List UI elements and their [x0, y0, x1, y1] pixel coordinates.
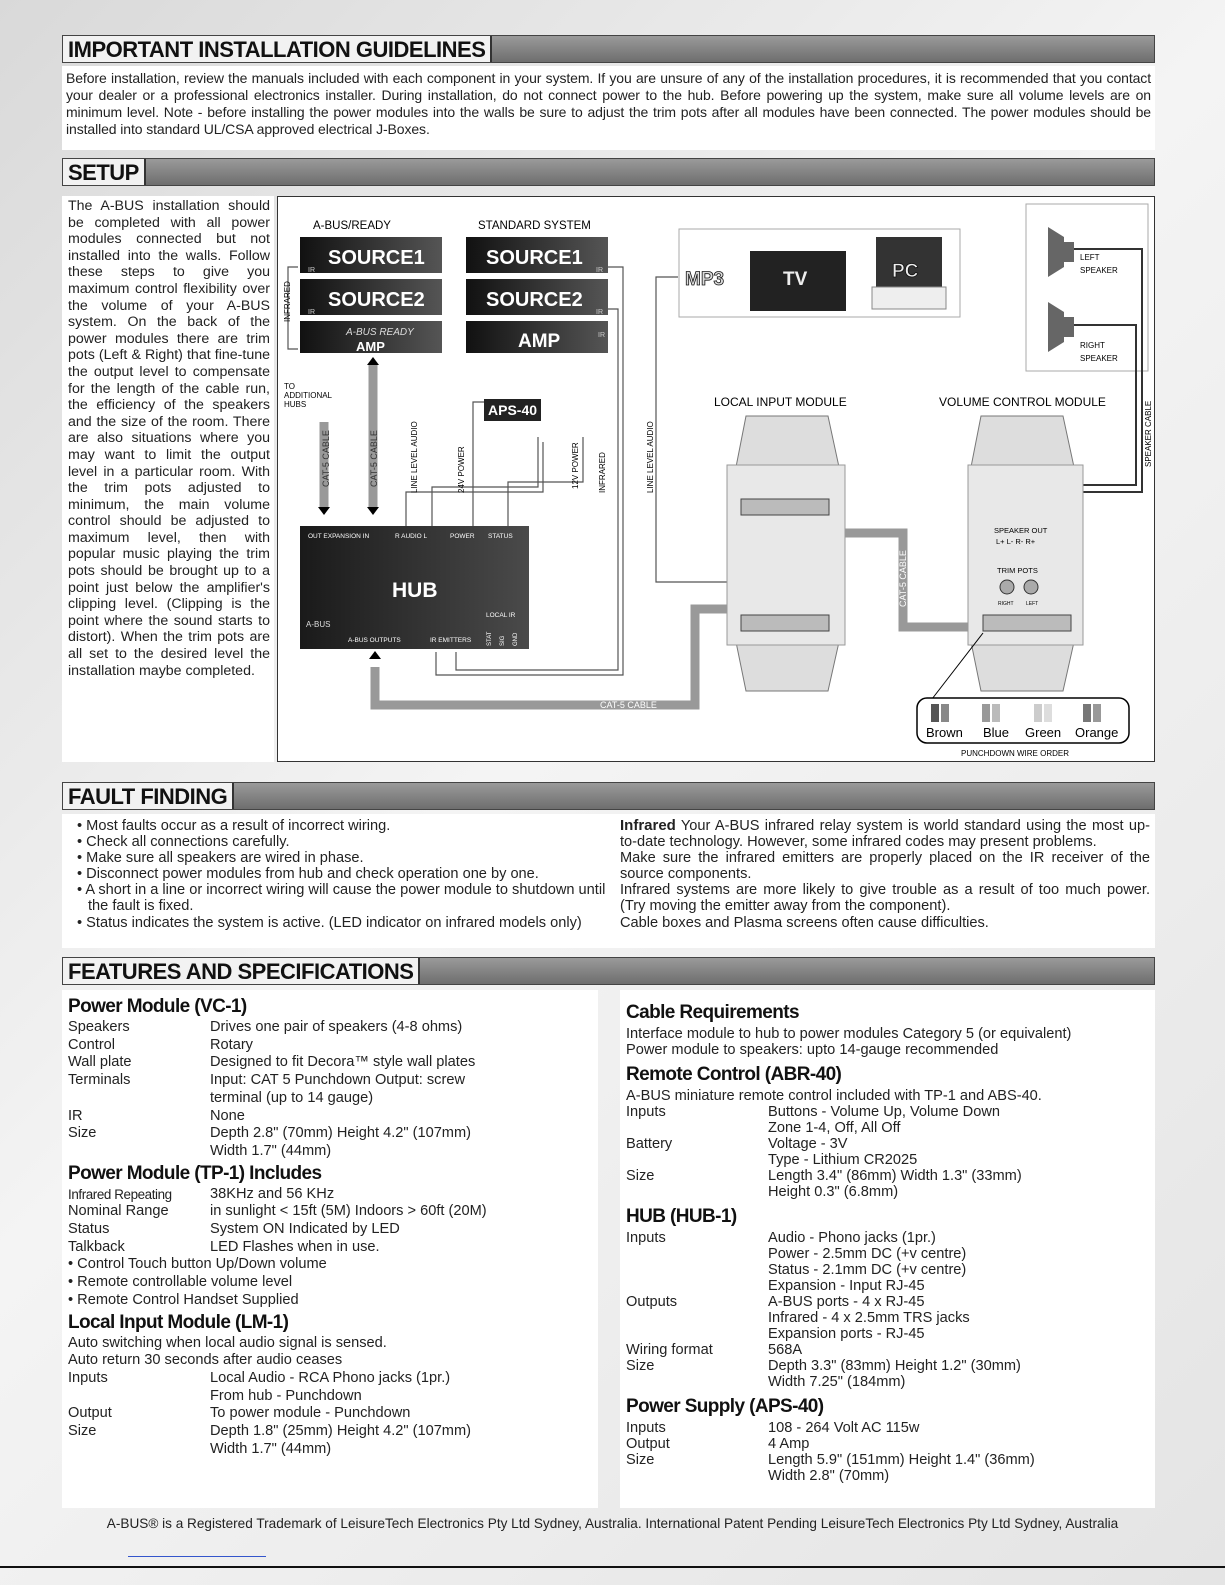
spec-key [626, 1152, 768, 1168]
fault-item: • Most faults occur as a result of incorrect wiring. [77, 818, 391, 834]
spec-row [68, 1054, 592, 1072]
spec-row [626, 1120, 1149, 1136]
label-12v: 12V POWER [571, 442, 580, 489]
hub-port-label: IR EMITTERS [430, 637, 472, 644]
section-header-setup [62, 158, 1155, 186]
spec-key: Outputs [626, 1294, 678, 1310]
spec-value: Power - 2.5mm DC (+v centre) [768, 1246, 967, 1262]
spec-row [626, 1136, 1149, 1152]
spec-row [68, 1423, 592, 1441]
spec-note: • Control Touch button Up/Down volume [68, 1256, 327, 1273]
hub-port-label: GND [513, 632, 519, 646]
spec-heading: Power Module (VC-1) [68, 996, 247, 1017]
label-to-hubs: TO [284, 382, 295, 391]
spec-value: Depth 1.8" (25mm) Height 4.2" (107mm) [210, 1423, 471, 1440]
abus-ready-logo: A-BUS READY [346, 327, 414, 338]
spec-key [626, 1246, 768, 1262]
spec-key: Battery [626, 1136, 673, 1152]
spec-key: Speakers [68, 1019, 130, 1035]
wire-orange: Orange [1075, 725, 1119, 740]
spec-key: Size [68, 1423, 97, 1440]
spec-value: Input: CAT 5 Punchdown Output: screw [210, 1072, 465, 1089]
spec-key: Infrared Repeating [68, 1186, 172, 1202]
spec-key: Control [68, 1036, 116, 1053]
spec-value: Audio - Phono jacks (1pr.) [768, 1230, 936, 1246]
spec-value: 568A [768, 1342, 803, 1358]
spec-key: Output [68, 1405, 112, 1422]
hub-port-label: R AUDIO L [395, 533, 428, 540]
spec-key [626, 1262, 768, 1278]
standard-stack [466, 237, 608, 353]
fault-item: • Status indicates the system is active. (LED indicator on infrared models only) [77, 914, 582, 931]
spec-value: Width 1.7" (44mm) [210, 1440, 332, 1457]
spec-key: Talkback [68, 1238, 125, 1255]
spec-value: Length 5.9" (151mm) Height 1.4" (36mm) [768, 1452, 1035, 1468]
label-to-hubs: ADDITIONAL [284, 391, 333, 400]
spec-row [626, 1452, 1149, 1468]
spec-text: Power module to speakers: upto 14-gauge recommended [626, 1042, 999, 1058]
spec-value: A-BUS ports - 4 x RJ-45 [768, 1294, 925, 1310]
ir-label: IR [308, 267, 315, 274]
spec-key [626, 1310, 768, 1326]
left-speaker-label: SPEAKER [1080, 266, 1118, 275]
spec-row [626, 1168, 1149, 1184]
hub-port-label: LOCAL IR [486, 612, 516, 619]
spec-value: Drives one pair of speakers (4-8 ohms) [210, 1019, 463, 1035]
spec-value: Voltage - 3V [768, 1136, 848, 1152]
local-input-title: LOCAL INPUT MODULE [714, 395, 847, 409]
spec-key: Size [626, 1452, 655, 1468]
ir-label: IR [598, 332, 605, 339]
spec-value: From hub - Punchdown [210, 1387, 362, 1404]
left-speaker-label: LEFT [1080, 253, 1100, 262]
section-header-fault [62, 782, 1155, 810]
label-to-hubs: HUBS [284, 400, 307, 409]
speaker-out-label: SPEAKER OUT [994, 526, 1048, 535]
fault-list [74, 818, 614, 931]
section-header-features [62, 957, 1155, 985]
spec-row [626, 1262, 1149, 1278]
spec-value: Width 7.25" (184mm) [768, 1374, 906, 1390]
spec-key: Size [626, 1358, 655, 1374]
spec-value: Depth 2.8" (70mm) Height 4.2" (107mm) [210, 1125, 471, 1142]
infrared-title: Infrared [620, 817, 676, 834]
spec-key: IR [68, 1107, 83, 1124]
spec-value: Zone 1-4, Off, All Off [768, 1120, 901, 1136]
fault-panel [62, 814, 1155, 948]
spec-row [626, 1374, 1149, 1390]
wire-green: Green [1025, 725, 1062, 740]
fault-item: • Disconnect power modules from hub and check operation one by one. [77, 866, 539, 883]
label-line-audio-2: LINE LEVEL AUDIO [646, 421, 655, 493]
spec-value: To power module - Punchdown [210, 1405, 411, 1422]
spec-key: Wiring format [626, 1342, 713, 1358]
spec-row [68, 1441, 592, 1459]
spec-text: Auto switching when local audio signal is sensed. [68, 1334, 387, 1351]
hub-port-label: A-BUS OUTPUTS [348, 637, 401, 644]
wiring-diagram-svg [278, 197, 1154, 761]
spec-key: Inputs [68, 1369, 108, 1386]
ir-label: IR [596, 309, 603, 316]
std-source1: SOURCE1 [486, 247, 583, 269]
hub-port-label: POWER [450, 533, 475, 540]
label-speaker-cable: SPEAKER CABLE [1144, 400, 1153, 467]
spec-heading: Local Input Module (LM-1) [68, 1311, 289, 1333]
spec-row [68, 1090, 592, 1108]
footer-trademark: A-BUS® is a Registered Trademark of LeisureTech Electronics Pty Ltd Sydney, Australia. International Patent Pending LeisureTech Electronics Pty Ltd Sydney, Australia [106, 1516, 1119, 1531]
spec-key: Inputs [626, 1230, 666, 1246]
abus-amp: AMP [356, 339, 385, 354]
spec-row [68, 1186, 592, 1204]
label-standard-system: STANDARD SYSTEM [478, 220, 591, 232]
setup-text: The A-BUS installation should be completed with all power modules connected but not installed into the walls. Follow these steps to give you maximum control flexibility over the volume of your A-BUS system. On the back of the power modules there are trim pots (Left & Right) that fine-tune the output level to compensate for the length of the cable run, the efficiency of the speakers and the size of the room. There are also situations where you may want to limit the output level in a particular room. With the trim pots adjusted to minimum, the main volume control should be adjusted to maximum level, then with popular music playing the trim pots should be brought up to a point just below the amplifier's clipping level. (Clipping is the point where the sound starts to distort). When the trim pots are all set to the desired level the installation maybe completed. [62, 196, 274, 762]
spec-row [626, 1278, 1149, 1294]
section-title: IMPORTANT INSTALLATION GUIDELINES [63, 36, 492, 62]
spec-row [68, 1108, 592, 1126]
specs-left [62, 990, 598, 1508]
trim-pot-left [1024, 580, 1038, 594]
spec-value: Height 0.3" (6.8mm) [768, 1184, 899, 1200]
spec-row [68, 1221, 592, 1239]
spec-value: Status - 2.1mm DC (+v centre) [768, 1262, 967, 1278]
hub-port-label: OUT EXPANSION IN [308, 533, 370, 540]
spec-row [626, 1436, 1149, 1452]
label-cat5-3: CAT-5 CABLE [898, 550, 908, 607]
spec-row [626, 1342, 1149, 1358]
spec-value: Rotary [210, 1036, 253, 1053]
section-title: SETUP [63, 159, 146, 185]
hub-label: HUB [392, 579, 438, 602]
spec-key [626, 1374, 768, 1390]
std-source2: SOURCE2 [486, 289, 583, 311]
spec-heading: Cable Requirements [626, 1002, 799, 1023]
volume-control-title: VOLUME CONTROL MODULE [939, 395, 1106, 409]
section-title: FEATURES AND SPECIFICATIONS [63, 958, 420, 984]
spec-row [626, 1230, 1149, 1246]
spec-note: • Remote Control Handset Supplied [68, 1291, 299, 1308]
spec-heading: Power Supply (APS-40) [626, 1396, 824, 1417]
spec-text: Auto return 30 seconds after audio ceases [68, 1352, 343, 1369]
abus-source2: SOURCE2 [328, 289, 425, 311]
spec-value: Local Audio - RCA Phono jacks (1pr.) [210, 1369, 451, 1386]
label-infrared: INFRARED [598, 452, 607, 493]
spec-key: Terminals [68, 1072, 131, 1089]
spec-key: Inputs [626, 1420, 666, 1436]
spec-row [68, 1388, 592, 1406]
label-24v: 24V POWER [457, 446, 466, 493]
spec-value: Designed to fit Decora™ style wall plates [210, 1054, 476, 1071]
right-speaker-label: SPEAKER [1080, 354, 1118, 363]
hub-logo: A-BUS [306, 620, 331, 629]
fault-item: • Check all connections carefully. [77, 834, 290, 851]
hub-port-label: STAT [487, 631, 493, 646]
label-abus-ready: A-BUS/READY [313, 220, 391, 232]
spec-row [626, 1420, 1149, 1436]
trim-pots-label: TRIM POTS [997, 566, 1038, 575]
spec-heading: Power Module (TP-1) Includes [68, 1162, 322, 1184]
label-cat5-bottom: CAT-5 CABLE [600, 700, 657, 710]
std-amp: AMP [518, 331, 561, 352]
spec-value: Type - Lithium CR2025 [768, 1152, 918, 1168]
spec-row [626, 1104, 1149, 1120]
spec-key [626, 1326, 768, 1342]
spec-value: Length 3.4" (86mm) Width 1.3" (33mm) [768, 1168, 1022, 1184]
spec-key [626, 1468, 768, 1484]
wire-brown: Brown [926, 725, 963, 740]
spec-row [68, 1072, 592, 1090]
spec-row [68, 1037, 592, 1055]
wire-blue: Blue [983, 725, 1010, 740]
infrared-notes: Infrared Your A-BUS infrared relay system is world standard using the most up-to-date technology. However, some infrared codes may present problems. Make sure the infrared emitters are properly placed on the IR receiver of the source components. Infrared systems are more likely to give trouble as a result of too much power. (Try moving the emitter away from the component). Cable boxes and Plasma screens often cause difficulties. [620, 817, 1150, 931]
spec-row [68, 1125, 592, 1143]
spec-row [68, 1143, 592, 1161]
spec-row [68, 1203, 592, 1221]
speaker-terminals-label: L+ L- R- R+ [996, 537, 1036, 546]
spec-text: Interface module to hub to power modules Category 5 (or equivalent) [626, 1026, 1072, 1042]
label-cat5-1: CAT-5 CABLE [321, 430, 331, 487]
spec-row [68, 1370, 592, 1388]
hub-port-label: STATUS [488, 533, 513, 540]
label-cat5-2: CAT-5 CABLE [369, 430, 379, 487]
spec-value: 108 - 264 Volt AC 115w [768, 1420, 920, 1436]
spec-value: 38KHz and 56 KHz [210, 1185, 335, 1202]
trim-pot-right [1000, 580, 1014, 594]
spec-row [68, 1239, 592, 1257]
spec-heading: Remote Control (ABR-40) [626, 1064, 842, 1085]
spec-key [68, 1090, 210, 1108]
mp3-label: MP3 [685, 269, 725, 290]
tv-label: TV [783, 269, 808, 290]
bottom-link[interactable] [128, 1556, 266, 1557]
spec-text: A-BUS miniature remote control included with TP-1 and ABS-40. [626, 1088, 1042, 1104]
ir-label: IR [308, 309, 315, 316]
spec-key [626, 1120, 768, 1136]
spec-row [626, 1326, 1149, 1342]
spec-key [626, 1184, 768, 1200]
spec-key [626, 1278, 768, 1294]
spec-key [68, 1388, 210, 1406]
spec-note: • Remote controllable volume level [68, 1274, 293, 1291]
trim-right-label: RIGHT [998, 601, 1014, 607]
label-infrared-left: INFRARED [283, 281, 292, 322]
intro-text: Before installation, review the manuals included with each component in your system. If you are unsure of any of the installation procedures, it is recommended that you contact your dealer or a professional electronics installer. During installation, do not connect power to the hub. Before powering up the system, make sure all volume levels are on minimum level. Note - before installing the power modules into the walls be sure to adjust the trim pots after all modules have been connected. The power modules should be installed into standard UL/CSA approved electrical J-Boxes. [62, 66, 1155, 150]
label-line-audio: LINE LEVEL AUDIO [410, 421, 419, 493]
spec-row [68, 1405, 592, 1423]
spec-key: Output [626, 1436, 670, 1452]
spec-value: Width 2.8" (70mm) [768, 1468, 890, 1484]
spec-value: Depth 3.3" (83mm) Height 1.2" (30mm) [768, 1358, 1021, 1374]
spec-row [626, 1310, 1149, 1326]
bottom-rule [0, 1566, 1225, 1568]
abus-source1: SOURCE1 [328, 247, 425, 269]
spec-value: in sunlight < 15ft (5M) Indoors > 60ft (20M) [210, 1203, 487, 1220]
hub-port-label: SIG [500, 635, 506, 646]
spec-heading: HUB (HUB-1) [626, 1206, 737, 1227]
spec-value: None [210, 1107, 245, 1124]
spec-value: LED Flashes when in use. [210, 1238, 380, 1255]
spec-value: System ON Indicated by LED [210, 1221, 400, 1238]
spec-value: 4 Amp [768, 1436, 810, 1452]
spec-row [626, 1184, 1149, 1200]
spec-key: Inputs [626, 1104, 666, 1120]
spec-row [626, 1468, 1149, 1484]
trim-left-label: LEFT [1026, 601, 1039, 607]
spec-row [626, 1294, 1149, 1310]
spec-value: Expansion ports - RJ-45 [768, 1326, 925, 1342]
abus-ready-stack [300, 237, 442, 354]
fault-item: • Make sure all speakers are wired in phase. [77, 850, 364, 867]
spec-key [68, 1441, 210, 1459]
spec-key: Wall plate [68, 1054, 132, 1071]
spec-value: Width 1.7" (44mm) [210, 1142, 332, 1159]
spec-row [626, 1246, 1149, 1262]
spec-key [68, 1143, 210, 1161]
spec-key: Status [68, 1221, 110, 1238]
wiring-diagram [277, 196, 1155, 762]
aps40-label: APS-40 [488, 402, 538, 418]
specs-right [620, 990, 1155, 1508]
fault-item: • A short in a line or incorrect wiring will cause the power module to shutdown until the fault is fixed. [77, 882, 606, 915]
spec-value: Infrared - 4 x 2.5mm TRS jacks [768, 1310, 970, 1326]
spec-value: terminal (up to 14 gauge) [210, 1089, 374, 1106]
section-header-guidelines [62, 35, 1155, 63]
spec-key: Size [68, 1125, 97, 1142]
spec-value: Buttons - Volume Up, Volume Down [768, 1104, 1000, 1120]
section-title: FAULT FINDING [63, 783, 234, 809]
spec-row [626, 1152, 1149, 1168]
ir-label: IR [596, 267, 603, 274]
spec-key: Nominal Range [68, 1203, 169, 1220]
spec-row [68, 1019, 592, 1037]
spec-value: Expansion - Input RJ-45 [768, 1278, 925, 1294]
pc-label: PC [892, 261, 919, 282]
spec-key: Size [626, 1168, 655, 1184]
spec-row [626, 1358, 1149, 1374]
right-speaker-label: RIGHT [1080, 341, 1105, 350]
punchdown-caption: PUNCHDOWN WIRE ORDER [961, 749, 1069, 758]
